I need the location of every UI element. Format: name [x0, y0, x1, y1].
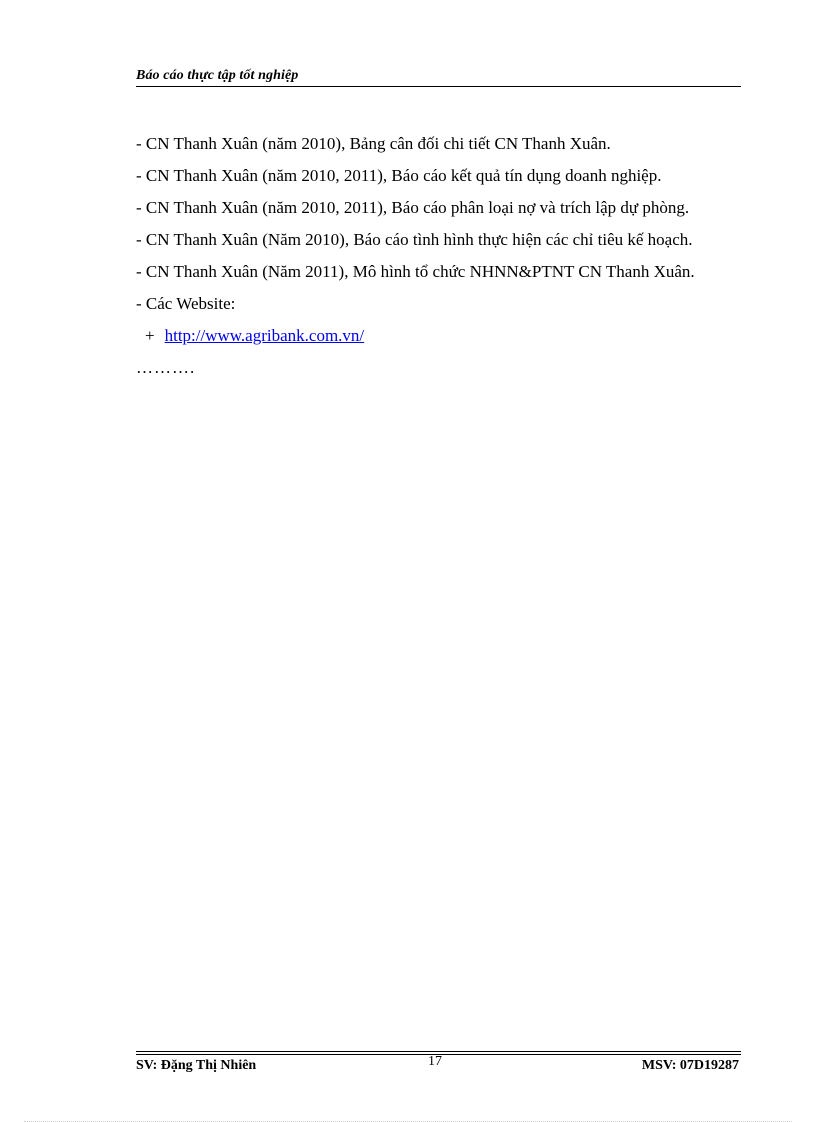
reference-item: - CN Thanh Xuân (Năm 2011), Mô hình tổ chức NHNN&PTNT CN Thanh Xuân. [136, 262, 695, 281]
agribank-link[interactable]: http://www.agribank.com.vn/ [164, 326, 365, 345]
page-header [136, 66, 741, 87]
reference-item: - CN Thanh Xuân (Năm 2010), Báo cáo tình hình thực hiện các chỉ tiêu kế hoạch. [136, 230, 693, 249]
footer-divider [136, 1051, 741, 1052]
reference-item: - CN Thanh Xuân (năm 2010, 2011), Báo cáo phân loại nợ và trích lập dự phòng. [136, 198, 690, 217]
page-footer [136, 1051, 741, 1075]
page-edge-divider [24, 1121, 792, 1122]
reference-item: - CN Thanh Xuân (năm 2010), Bảng cân đối chi tiết CN Thanh Xuân. [136, 134, 611, 153]
footer-student-name: SV: Đặng Thị Nhiên [136, 1058, 257, 1073]
header-title: Báo cáo thực tập tốt nghiệp [136, 68, 299, 83]
page-number: 17 [428, 1054, 442, 1069]
footer-student-id: MSV: 07D19287 [641, 1058, 739, 1073]
websites-label: - Các Website: [136, 294, 236, 313]
plus-bullet: + [145, 326, 155, 345]
website-item [136, 320, 738, 352]
reference-item: - CN Thanh Xuân (năm 2010, 2011), Báo cáo kết quả tín dụng doanh nghiệp. [136, 166, 662, 185]
references-body [136, 128, 738, 384]
ellipsis-text: ………. [136, 358, 196, 377]
